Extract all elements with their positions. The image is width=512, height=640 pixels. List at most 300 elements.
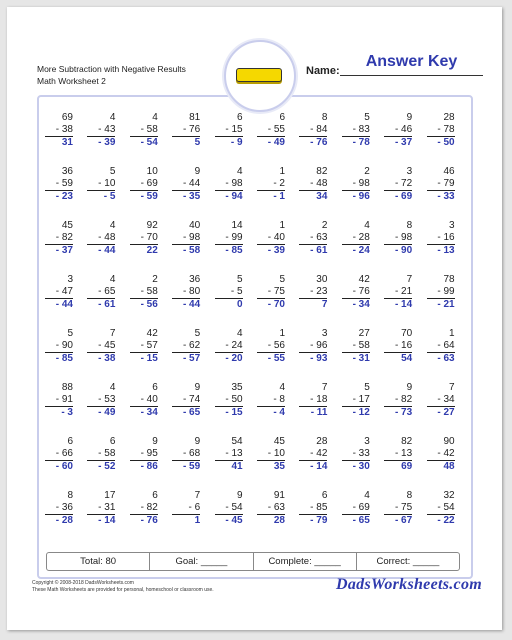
problem-answer: - 94 [225, 191, 243, 202]
problem [342, 166, 370, 203]
problem [257, 112, 285, 149]
problem-subtrahend: - 31 [87, 502, 115, 515]
name-line [340, 75, 483, 76]
problem-answer: - 55 [267, 353, 285, 364]
problem-minuend: 32 [443, 490, 455, 501]
problem-minuend: 5 [279, 274, 285, 285]
problem-minuend: 30 [316, 274, 328, 285]
problem-minuend: 4 [152, 112, 158, 123]
problem-minuend: 5 [109, 166, 116, 177]
problem [257, 328, 285, 365]
problem-answer: - 58 [182, 245, 201, 256]
problem [299, 166, 327, 203]
problem-answer: - 50 [437, 137, 455, 148]
problem-answer: 41 [231, 461, 243, 472]
total-cell: Total: 80 [80, 556, 117, 567]
problem-answer: - 90 [394, 245, 413, 256]
problem-minuend: 81 [189, 112, 201, 123]
problem-subtrahend: - 38 [45, 124, 73, 137]
problem-minuend: 10 [146, 166, 158, 177]
problem-answer: - 65 [352, 515, 370, 526]
problem-minuend: 7 [109, 328, 116, 339]
problem-subtrahend: - 8 [257, 394, 285, 407]
problem [172, 436, 200, 473]
problem-minuend: 42 [146, 328, 158, 339]
problem-answer: 5 [194, 137, 201, 148]
problem [215, 328, 243, 365]
problem-answer: - 85 [225, 245, 243, 256]
problem-subtrahend: - 18 [299, 394, 327, 407]
problem [384, 436, 412, 473]
problem-answer: 48 [443, 461, 455, 472]
problem-subtrahend: - 17 [342, 394, 370, 407]
problem-subtrahend: - 91 [45, 394, 73, 407]
problem-subtrahend: - 63 [257, 502, 285, 515]
problem-minuend: 45 [61, 220, 73, 231]
problem-minuend: 1 [279, 166, 285, 177]
problem-answer: 1 [194, 515, 201, 526]
problem-subtrahend: - 96 [299, 340, 327, 353]
problem-answer: - 49 [267, 137, 285, 148]
problem-answer: - 21 [437, 299, 455, 310]
problem-minuend: 42 [358, 274, 370, 285]
problem-minuend: 6 [67, 436, 73, 447]
problem-minuend: 91 [273, 490, 285, 501]
problem-answer: 22 [146, 245, 158, 256]
problem-minuend: 69 [61, 112, 73, 123]
problem [130, 436, 158, 473]
problem-answer: - 14 [394, 299, 413, 310]
problem-answer: - 34 [352, 299, 370, 310]
problem-subtrahend: - 24 [215, 340, 243, 353]
problem-answer: - 28 [55, 515, 73, 526]
problem-minuend: 88 [61, 382, 73, 393]
problem [384, 166, 412, 203]
problem-answer: 69 [401, 461, 413, 472]
problem-subtrahend: - 13 [384, 448, 412, 461]
problem-minuend: 7 [449, 382, 455, 393]
problem-answer: - 9 [230, 137, 243, 148]
problem-subtrahend: - 58 [130, 124, 158, 137]
problem-minuend: 8 [67, 490, 73, 501]
problem [45, 490, 73, 527]
problem-subtrahend: - 82 [45, 232, 73, 245]
problem-subtrahend: - 84 [299, 124, 327, 137]
problem-subtrahend: - 10 [257, 448, 285, 461]
problem-answer: - 49 [98, 407, 116, 418]
problem-minuend: 5 [364, 112, 370, 123]
problem-minuend: 1 [449, 328, 455, 339]
problem-subtrahend: - 76 [342, 286, 370, 299]
eraser-badge [224, 40, 296, 112]
problem [257, 220, 285, 257]
problem [257, 382, 285, 419]
problem [299, 436, 327, 473]
problem [215, 274, 243, 311]
problem [215, 166, 243, 203]
problem [130, 112, 158, 149]
problem-answer: 7 [321, 299, 328, 310]
problem-answer: 31 [61, 137, 73, 148]
problem-minuend: 27 [358, 328, 370, 339]
problem-minuend: 36 [61, 166, 73, 177]
problem-subtrahend: - 36 [45, 502, 73, 515]
problem [130, 382, 158, 419]
worksheet-title-block [37, 63, 186, 87]
eraser-icon [236, 68, 282, 82]
problem-minuend: 4 [364, 220, 370, 231]
problem-minuend: 3 [449, 220, 455, 231]
problem-minuend: 4 [109, 220, 116, 231]
problem-answer: 54 [401, 353, 413, 364]
problem-answer: - 69 [394, 191, 413, 202]
problem-answer: - 22 [437, 515, 455, 526]
problem-minuend: 6 [237, 112, 243, 123]
problem-minuend: 3 [364, 436, 370, 447]
problem-minuend: 6 [321, 490, 328, 501]
problem [342, 382, 370, 419]
problem-minuend: 5 [67, 328, 73, 339]
problem-subtrahend: - 48 [299, 178, 327, 191]
problem-minuend: 36 [189, 274, 201, 285]
problem-answer: - 35 [182, 191, 201, 202]
problem-subtrahend: - 95 [130, 448, 158, 461]
problem-subtrahend: - 56 [257, 340, 285, 353]
problem [342, 274, 370, 311]
problem-subtrahend: - 46 [384, 124, 412, 137]
problem-answer: - 34 [140, 407, 158, 418]
problem [384, 274, 412, 311]
problem-subtrahend: - 42 [427, 448, 455, 461]
problem [215, 436, 243, 473]
problem-answer: - 96 [352, 191, 370, 202]
problem-subtrahend: - 21 [384, 286, 412, 299]
problem [45, 166, 73, 203]
problem-subtrahend: - 58 [130, 286, 158, 299]
problem [172, 166, 200, 203]
problem-subtrahend: - 82 [130, 502, 158, 515]
problem-minuend: 46 [443, 166, 455, 177]
problem-answer: - 86 [140, 461, 158, 472]
copyright [32, 580, 214, 594]
problem [257, 490, 285, 527]
problem-answer: - 65 [182, 407, 201, 418]
problem-subtrahend: - 98 [384, 232, 412, 245]
problem [257, 166, 285, 203]
problem-minuend: 2 [152, 274, 158, 285]
problem-subtrahend: - 23 [299, 286, 327, 299]
problem-answer: - 20 [225, 353, 243, 364]
problem-subtrahend: - 57 [130, 340, 158, 353]
problem-minuend: 8 [406, 220, 413, 231]
problem-grid [41, 112, 465, 544]
problem [384, 328, 412, 365]
problem-minuend: 7 [321, 382, 328, 393]
correct-cell: Correct: _____ [356, 553, 459, 570]
problem-minuend: 9 [406, 382, 413, 393]
problem [45, 328, 73, 365]
problem-minuend: 9 [194, 436, 201, 447]
problem-subtrahend: - 82 [384, 394, 412, 407]
problem-minuend: 90 [443, 436, 455, 447]
problem-subtrahend: - 33 [342, 448, 370, 461]
problem-subtrahend: - 72 [384, 178, 412, 191]
problem-minuend: 9 [237, 490, 243, 501]
problem-subtrahend: - 98 [172, 232, 200, 245]
problem [215, 112, 243, 149]
problem-subtrahend: - 98 [215, 178, 243, 191]
problem [130, 328, 158, 365]
problem-minuend: 4 [279, 382, 285, 393]
problem [427, 490, 455, 527]
problem [87, 328, 115, 365]
problem [130, 166, 158, 203]
problem [427, 328, 455, 365]
problem-subtrahend: - 16 [427, 232, 455, 245]
problem-subtrahend: - 16 [384, 340, 412, 353]
problem-minuend: 8 [406, 490, 413, 501]
problem-minuend: 82 [401, 436, 413, 447]
problem-subtrahend: - 13 [215, 448, 243, 461]
copyright-line-1: Copyright © 2008-2018 DadsWorksheets.com [32, 580, 134, 586]
problem-subtrahend: - 80 [172, 286, 200, 299]
problem-answer: - 44 [55, 299, 73, 310]
problem-subtrahend: - 54 [427, 502, 455, 515]
goal-cell: Goal: _____ [149, 553, 252, 570]
problem [172, 382, 200, 419]
problem [45, 112, 73, 149]
problem [130, 274, 158, 311]
problem [384, 490, 412, 527]
problem-answer: - 63 [437, 353, 455, 364]
problem-minuend: 6 [152, 490, 158, 501]
problem-minuend: 5 [194, 328, 201, 339]
problem [427, 166, 455, 203]
problem-subtrahend: - 85 [299, 502, 327, 515]
problem-subtrahend: - 78 [427, 124, 455, 137]
problem-minuend: 3 [321, 328, 328, 339]
problem-minuend: 2 [364, 166, 370, 177]
problem-answer: - 1 [273, 191, 285, 202]
problem-answer: - 45 [225, 515, 243, 526]
problem-subtrahend: - 74 [172, 394, 200, 407]
problem-subtrahend: - 2 [257, 178, 285, 191]
problem-minuend: 40 [189, 220, 201, 231]
dadsworksheets-logo: DadsWorksheets.com [336, 576, 482, 593]
problem-minuend: 5 [364, 382, 370, 393]
problem-answer: - 93 [310, 353, 328, 364]
problem-subtrahend: - 58 [342, 340, 370, 353]
problem-answer: - 31 [352, 353, 370, 364]
problem-answer: - 39 [98, 137, 116, 148]
problem-subtrahend: - 66 [45, 448, 73, 461]
problem [427, 274, 455, 311]
complete-cell: Complete: _____ [253, 553, 356, 570]
problem [215, 490, 243, 527]
problem [299, 328, 327, 365]
problem-subtrahend: - 70 [130, 232, 158, 245]
problem-answer: - 5 [103, 191, 116, 202]
problem-answer: - 15 [225, 407, 243, 418]
problem-answer: - 13 [437, 245, 455, 256]
problem-subtrahend: - 55 [257, 124, 285, 137]
answer-key-label: Answer Key [365, 53, 458, 70]
problem [172, 220, 200, 257]
problem [215, 220, 243, 257]
problem [87, 436, 115, 473]
problem-subtrahend: - 99 [215, 232, 243, 245]
problem-answer: - 37 [394, 137, 413, 148]
problem-answer: - 67 [394, 515, 413, 526]
problem-subtrahend: - 44 [172, 178, 200, 191]
problem-answer: - 11 [310, 407, 328, 418]
problem-minuend: 17 [104, 490, 116, 501]
problem-subtrahend: - 50 [215, 394, 243, 407]
problem [299, 382, 327, 419]
problem [384, 112, 412, 149]
problem-minuend: 54 [231, 436, 243, 447]
problem-answer: - 59 [140, 191, 158, 202]
problem-answer: - 24 [352, 245, 370, 256]
problem-minuend: 7 [194, 490, 201, 501]
problem-minuend: 2 [321, 220, 328, 231]
problem-minuend: 1 [279, 328, 285, 339]
problem-answer: - 59 [182, 461, 201, 472]
problem [342, 328, 370, 365]
problem-minuend: 28 [316, 436, 328, 447]
problem-minuend: 9 [194, 382, 201, 393]
problem-answer: - 57 [182, 353, 201, 364]
problem-answer: - 4 [273, 407, 285, 418]
problem-minuend: 6 [109, 436, 116, 447]
problem [342, 220, 370, 257]
problem [87, 490, 115, 527]
problem-answer: 0 [237, 299, 243, 310]
problem-minuend: 3 [67, 274, 73, 285]
problem-answer: - 76 [310, 137, 328, 148]
problem [130, 490, 158, 527]
problem-minuend: 9 [406, 112, 413, 123]
problem [427, 220, 455, 257]
problem-minuend: 4 [364, 490, 370, 501]
problem-answer: - 30 [352, 461, 370, 472]
problem-subtrahend: - 83 [342, 124, 370, 137]
problem-answer: - 61 [310, 245, 328, 256]
problem-answer: - 73 [394, 407, 413, 418]
problem-subtrahend: - 98 [342, 178, 370, 191]
problem-answer: - 37 [55, 245, 73, 256]
problem [87, 382, 115, 419]
problem [299, 274, 327, 311]
problem-minuend: 4 [109, 382, 116, 393]
problem-answer: 28 [273, 515, 285, 526]
problem [299, 112, 327, 149]
problem [45, 382, 73, 419]
problem [427, 382, 455, 419]
problem [384, 220, 412, 257]
problem [172, 112, 200, 149]
problem-answer: - 3 [61, 407, 73, 418]
problem-subtrahend: - 53 [87, 394, 115, 407]
problem-subtrahend: - 54 [215, 502, 243, 515]
problem-minuend: 45 [273, 436, 285, 447]
problem-answer: - 56 [140, 299, 158, 310]
problem-answer: - 44 [98, 245, 116, 256]
problem-subtrahend: - 15 [215, 124, 243, 137]
problem-subtrahend: - 75 [257, 286, 285, 299]
problem [130, 220, 158, 257]
problem-minuend: 28 [443, 112, 455, 123]
worksheet-subtitle: Math Worksheet 2 [37, 76, 106, 86]
problem-subtrahend: - 5 [215, 286, 243, 299]
problem-subtrahend: - 45 [87, 340, 115, 353]
problem-answer: - 14 [310, 461, 328, 472]
problem-minuend: 82 [316, 166, 328, 177]
problem [427, 436, 455, 473]
problem-answer: - 23 [55, 191, 73, 202]
problem-subtrahend: - 40 [257, 232, 285, 245]
problem-answer: - 14 [98, 515, 116, 526]
problem-minuend: 6 [279, 112, 285, 123]
problem [215, 382, 243, 419]
problem-subtrahend: - 69 [130, 178, 158, 191]
problem-subtrahend: - 6 [172, 502, 200, 515]
problem-minuend: 14 [231, 220, 243, 231]
problem-answer: 34 [316, 191, 328, 202]
problem-subtrahend: - 59 [45, 178, 73, 191]
problem-answer: - 12 [352, 407, 370, 418]
problem-minuend: 4 [109, 274, 116, 285]
problem-subtrahend: - 90 [45, 340, 73, 353]
problem-answer: - 38 [98, 353, 116, 364]
problem-minuend: 5 [237, 274, 243, 285]
problem-answer: - 79 [310, 515, 328, 526]
problem [45, 274, 73, 311]
problem [342, 436, 370, 473]
problem-minuend: 35 [231, 382, 243, 393]
problem-subtrahend: - 28 [342, 232, 370, 245]
problem-minuend: 78 [443, 274, 455, 285]
problem-answer: - 85 [55, 353, 73, 364]
problem-answer: - 52 [98, 461, 116, 472]
problem-minuend: 4 [237, 328, 243, 339]
problem-minuend: 4 [237, 166, 243, 177]
problem-subtrahend: - 79 [427, 178, 455, 191]
problem-subtrahend: - 68 [172, 448, 200, 461]
problem [172, 274, 200, 311]
worksheet-title: More Subtraction with Negative Results [37, 64, 186, 74]
problem-subtrahend: - 76 [172, 124, 200, 137]
problem-minuend: 6 [152, 382, 158, 393]
problem [172, 328, 200, 365]
score-footer [46, 552, 460, 571]
problem [172, 490, 200, 527]
problem-minuend: 3 [406, 166, 413, 177]
problem-subtrahend: - 65 [87, 286, 115, 299]
problem [87, 274, 115, 311]
problem-subtrahend: - 64 [427, 340, 455, 353]
problem-minuend: 92 [146, 220, 158, 231]
copyright-line-2: These Math Worksheets are provided for personal, homeschool or classroom use. [32, 587, 214, 593]
problem [257, 274, 285, 311]
problem-subtrahend: - 48 [87, 232, 115, 245]
problem [45, 220, 73, 257]
problem-subtrahend: - 10 [87, 178, 115, 191]
problem-subtrahend: - 62 [172, 340, 200, 353]
problem-minuend: 9 [194, 166, 201, 177]
problem-answer: - 15 [140, 353, 158, 364]
problem-minuend: 9 [152, 436, 158, 447]
